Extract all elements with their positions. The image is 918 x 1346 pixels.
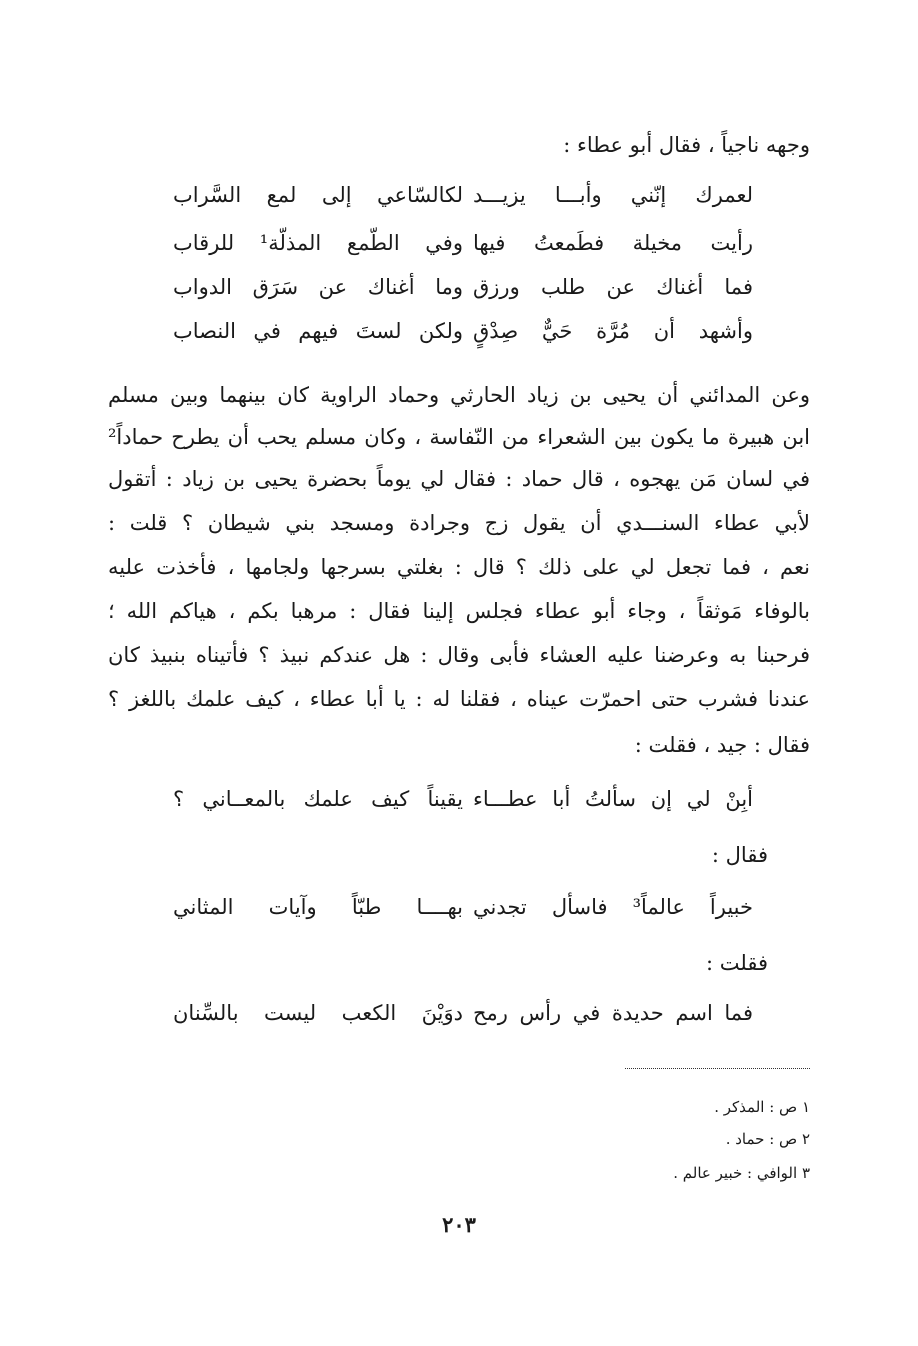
paragraph-line: فرحبنا به وعرضنا عليه العشاء فأبى وقال : هل عندكم نبيذ ؟ فأتيناه بنبيذ كان: [108, 643, 810, 667]
footnote: ٣ الوافي : خبير عالم .: [673, 1164, 810, 1182]
verse-a-left: يقيناً كيف علمك بالمعــاني ؟: [173, 787, 463, 811]
verse-3-left: وما أغناك عن سَرَق الدواب: [173, 275, 463, 299]
dialogue-label: فقال :: [711, 843, 768, 867]
verse-b-left: بهــــا طبّاً وآيات المثاني: [173, 895, 463, 919]
page-number: ٢٠٣: [442, 1212, 476, 1237]
footnote: ٢ ص : حماد .: [725, 1130, 810, 1148]
verse-1-left: لكالسّاعي إلى لمع السَّراب: [173, 183, 463, 207]
verse-c-right: فما اسم حديدة في رأس رمح: [473, 1001, 753, 1025]
intro-line: وجهه ناجياً ، فقال أبو عطاء :: [563, 133, 810, 157]
verse-1-right: لعمرك إنّني وأبـــا يزيـــد: [473, 183, 753, 207]
paragraph-line: نعم ، فما تجعل لي على ذلك ؟ قال : بغلتي بسرجها ولجامها ، فأخذت عليه: [108, 555, 810, 579]
dialogue-label: فقلت :: [706, 951, 768, 975]
verse-3-right: فما أغناك عن طلب ورزق: [473, 275, 753, 299]
paragraph-line: لأبي عطاء السنـــدي أن يقول زج وجرادة ومسجد بني شيطان ؟ قلت :: [108, 511, 810, 535]
verse-4-right: وأشهد أن مُرَّة حَيٌّ صِدْقٍ: [473, 319, 753, 343]
paragraph-line: في لسان مَن يهجوه ، قال حماد : فقال لي يوماً بحضرة يحيى بن زياد : أتقول: [108, 467, 810, 491]
paragraph-line: عندنا فشرب حتى احمرّت عيناه ، فقلنا له : يا أبا عطاء ، كيف علمك باللغز ؟: [108, 687, 810, 711]
paragraph-line: فقال : جيد ، فقلت :: [634, 733, 810, 757]
paragraph-line: ابن هبيرة ما يكون بين الشعراء من النّفاسة ، وكان مسلم يحب أن يطرح حماداً²: [108, 425, 810, 449]
paragraph-line: وعن المدائني أن يحيى بن زياد الحارثي وحماد الراوية كان بينهما وبين مسلم: [108, 383, 810, 407]
footnote: ١ ص : المذكر .: [714, 1098, 810, 1116]
footnote-separator: [625, 1068, 810, 1069]
verse-4-left: ولكن لستَ فيهم في النصاب: [173, 319, 463, 343]
verse-2-right: رأيت مخيلة فطَمعتُ فيها: [473, 231, 753, 255]
verse-c-left: دوَيْنَ الكعب ليست بالسِّنان: [173, 1001, 463, 1025]
verse-2-left: وفي الطّمع المذلّة¹ للرقاب: [173, 231, 463, 255]
verse-b-right: خبيراً عالماً³ فاسأل تجدني: [473, 895, 753, 919]
verse-a-right: أبِنْ لي إن سألتُ أبا عطـــاء: [473, 787, 753, 811]
paragraph-line: بالوفاء مَوثقاً ، وجاء أبو عطاء فجلس إلينا فقال : مرهبا بكم ، هياكم الله ؛: [108, 599, 810, 623]
